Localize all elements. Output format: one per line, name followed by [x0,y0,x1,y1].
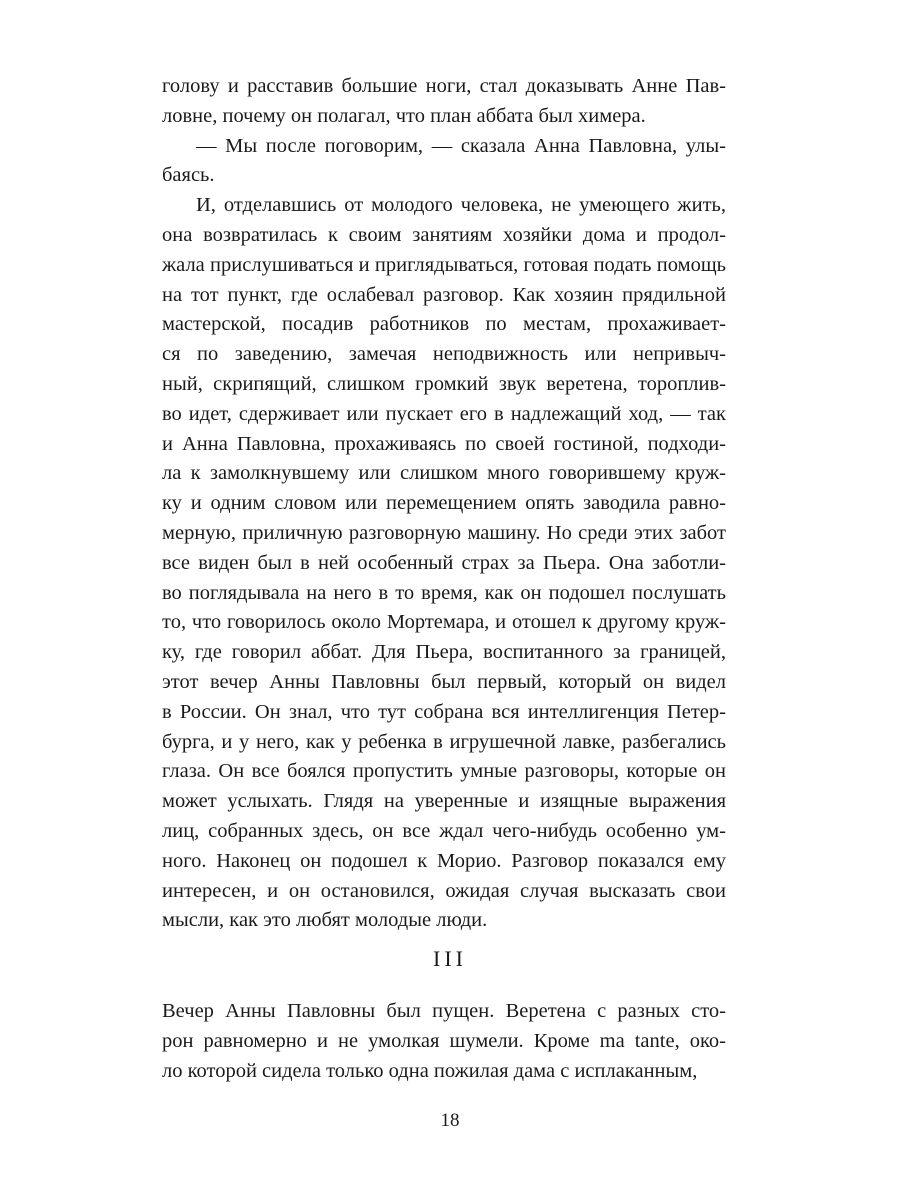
text-line: ный, скрипящий, слишком громкий звук веретена, тороплив- [162,372,726,395]
text-line: в России. Он знал, что тут собрана вся интеллигенция Петер- [162,700,726,723]
chapter-heading: III [433,946,467,971]
text-line: ло которой сидела только одна пожилая дама с исплаканным, [162,1059,698,1082]
paragraph [162,191,726,936]
text-line: может услыхать. Глядя на уверенные и изящные выражения [162,790,726,813]
text-line: во поглядывала на него в то время, как он подошел послушать [162,581,726,604]
text-line: на тот пункт, где ослабевал разговор. Как хозяин прядильной [162,283,726,306]
body-text-top [162,72,726,936]
text-line: ла к замолкнувшему или слишком много говорившему круж- [162,462,726,485]
text-line: то, что говорилось около Мортемара, и отошел к другому круж- [162,611,726,634]
text-line: ловне, почему он полагал, что план аббата был химера. [162,104,646,127]
text-line: мерную, приличную разговорную машину. Но среди этих забот [162,521,726,544]
text-line: голову и расставив большие ноги, стал доказывать Анне Пав- [162,75,726,97]
text-line: мастерской, посадив работников по местам, прохаживает- [162,313,726,336]
text-line: во идет, сдерживает или пускает его в надлежащий ход, — так [162,402,726,425]
text-line: лиц, собранных здесь, он все ждал чего-нибудь особенно ум- [162,819,726,842]
text-line: все виден был в ней особенный страх за Пьера. Она заботли- [162,551,726,574]
text-line: и Анна Павловна, прохаживаясь по своей гостиной, подходи- [162,432,726,455]
text-line: ку и одним словом или перемещением опять заводила равно- [162,492,726,515]
text-line: рон равномерно и не умолкая шумели. Кроме ma tante, око- [162,1029,726,1052]
text-line: Вечер Анны Павловны был пущен. Веретена с разных сто- [162,1000,726,1022]
text-line: И, отделавшись от молодого человека, не умеющего жить, [196,194,726,217]
paragraph [162,997,726,1086]
text-line: бурга, и у него, как у ребенка в игрушечной лавке, разбегались [162,730,726,753]
text-line: баясь. [162,164,215,187]
body-text-bottom [162,997,726,1086]
paragraph [162,72,726,132]
text-line: — Мы после поговорим, — сказала Анна Павловна, улы- [196,134,726,157]
text-line: ного. Наконец он подошел к Морио. Разговор показался ему [162,849,726,872]
paragraph [162,132,726,192]
page-number: 18 [440,1110,460,1131]
text-line: интересен, и он остановился, ожидая случая высказать свои [162,879,726,902]
text-line: ся по заведению, замечая неподвижность или непривыч- [162,343,726,366]
text-line: ку, где говорил аббат. Для Пьера, воспитанного за границей, [162,641,726,664]
text-line: она возвратилась к своим занятиям хозяйки дома и продол- [162,223,726,246]
text-line: мысли, как это любят молодые люди. [162,909,488,932]
text-line: глаза. Он все боялся пропустить умные разговоры, которые он [162,760,726,783]
text-line: этот вечер Анны Павловны был первый, который он видел [162,670,726,693]
text-line: жала прислушиваться и приглядываться, готовая подать помощь [162,253,726,276]
